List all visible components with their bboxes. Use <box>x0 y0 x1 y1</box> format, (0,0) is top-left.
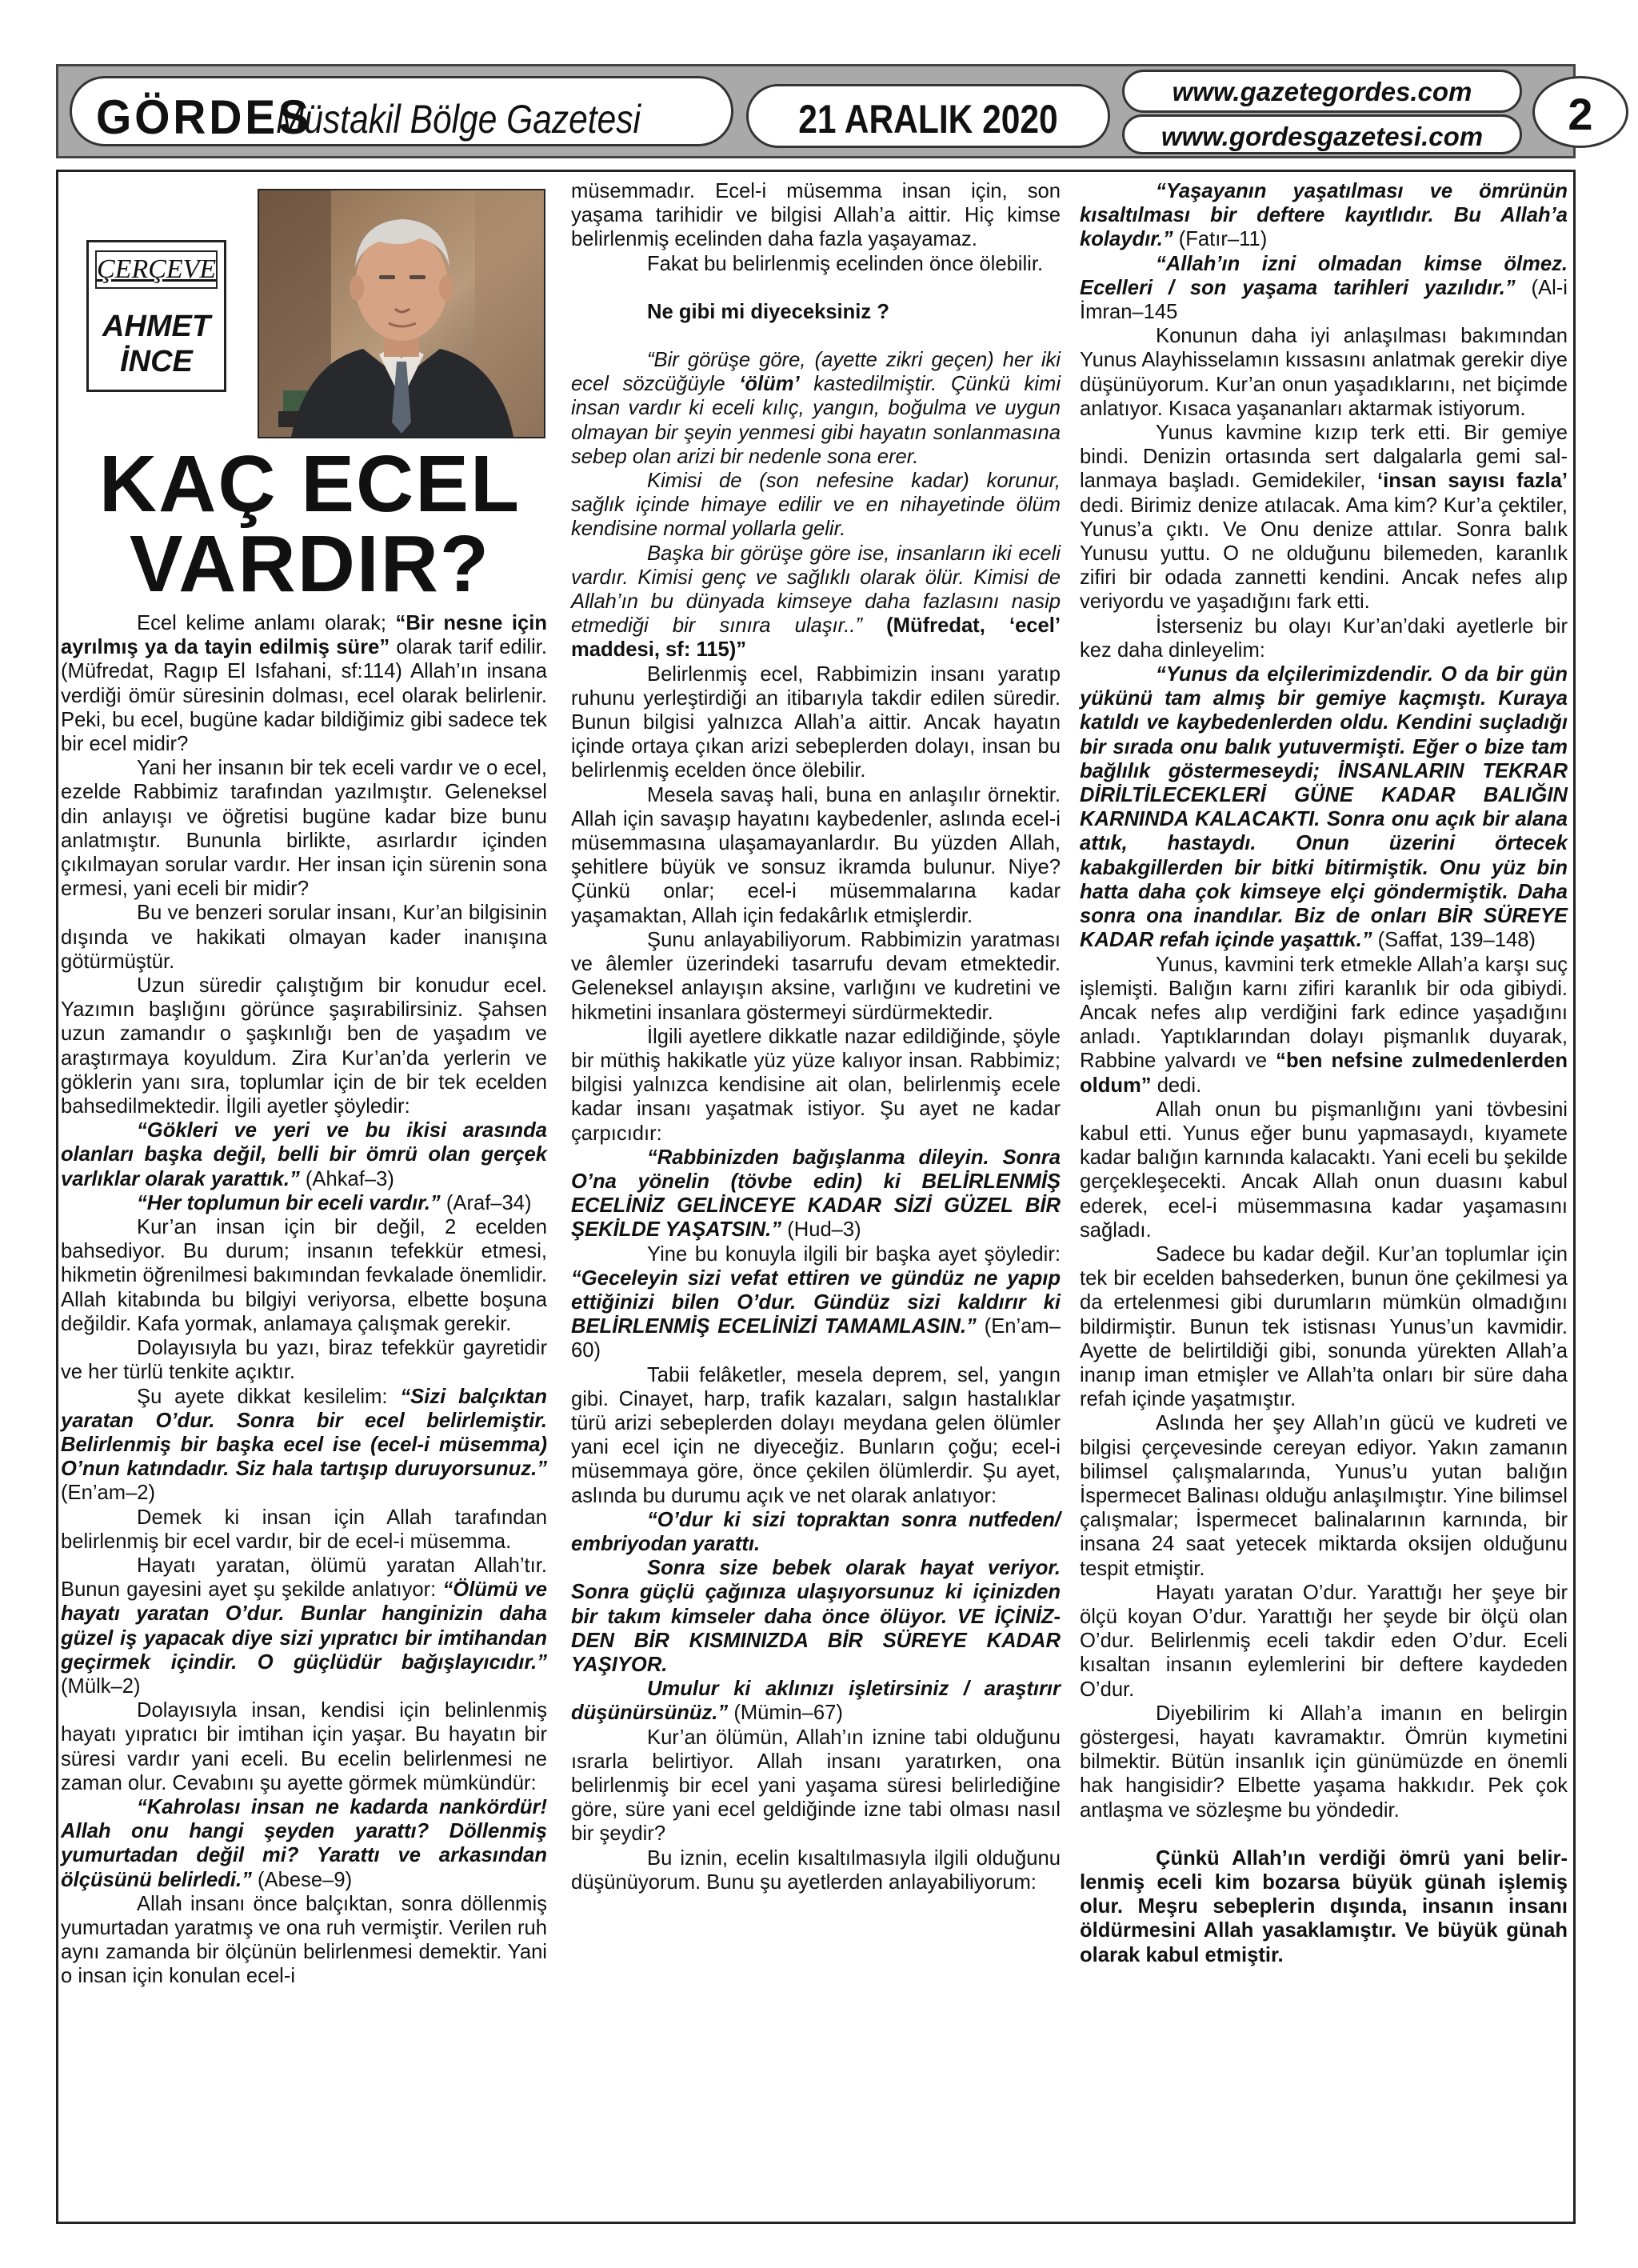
article-paragraph: Bu iznin, ecelin kısaltılmasıyla ilgili olduğunu düşünüyorum. Bunu şu ayetlerden anlayabiliyorum: <box>571 1846 1061 1894</box>
issue-date: 21 ARALIK 2020 <box>798 97 1058 142</box>
column-badge <box>86 240 226 392</box>
article-paragraph: “Yaşayanın yaşatılması ve ömrünün kısaltılması bir deftere kayıtlıdır. Bu Allah’a kolaydır.” (Fatır–11) <box>1080 180 1568 251</box>
article-paragraph: Başka bir görüşe göre ise, insanların iki eceli vardır. Kimisi genç ve sağlıklı olarak ölür. Kimisi de Allah’ın bu dünyada kimseye daha fazlasını nasip etmediği bir sınıra ulaşır..” (Müfredat, ‘ecel’ maddesi, sf: 115)” <box>571 542 1061 662</box>
article-paragraph: Kimisi de (son nefesine kadar) korunur, sağlık içinde himaye edilir ve en nihayetinde ölüm kendisine normal yollarla gelir. <box>571 470 1061 541</box>
article-paragraph: Yunus kavmine kızıp terk etti. Bir gemiye bindi. Denizin ortasında sert dalgalarla gemi sallanmaya başladı. Gemidekiler, ‘insan sayısı fazla’ dedi. Birimiz denize atılacak. Ama kim? Kur’a çektiler, Yunus’a çıktı. Ve Onu denize attılar. Sonra balık Yunusu yuttu. O ne olduğunu bilemeden, karanlık zifiri bir odada zannetti kendini. Ancak nefes alıp veriyordu ve yaşadığını fark etti. <box>1080 422 1568 614</box>
newspaper-name: GÖRDES <box>96 90 312 144</box>
article-paragraph: Belirlenmiş ecel, Rabbimizin insanı yaratıp ruhunu yerleştirdiği an itibarıyla takdir edilen süredir. Bunun bilgisi yalnızca Allah’a aittir. Ancak hayatın içinde ortaya çıkan arizi sebeplerden dolayı, insan bu belirlenmiş ecelden önce ölebilir. <box>571 662 1061 782</box>
article-paragraph: Kur’an ölümün, Allah’ın iznine tabi olduğunu ısrarla belirtiyor. Allah insanı yaratırken, ona belirlenmiş bir ecel yani yaşama süresi belirlediğine göre, süre yani ecel geldiğinde izne tabi olması nasıl bir şeydir? <box>571 1726 1061 1846</box>
article-paragraph: Allah insanı önce balçıktan, sonra döllenmiş yumurtadan yaratmış ve ona ruh vermiştir. Verilen ruh aynı zamanda bir ölçünün belirlenmesi demektir. Yani o insan için konulan ecel-i <box>61 1892 547 1988</box>
website-url-primary[interactable]: www.gazetegordes.com <box>1172 77 1472 106</box>
article-paragraph: Tabii felâketler, mesela deprem, sel, yangın gibi. Cinayet, harp, trafik kazaları, salgın hastalıklar türü arizi sebeplerden dolayı meydana gelen ölümler yani ecel için ne diyeceğiz. Bunların çoğu; ecel-i müsemmaya göre, önce çekilen ölümlerdir. Şu ayet, aslında bu durumu açık ve net olarak anlatıyor: <box>571 1363 1061 1507</box>
article-paragraph: Diyebilirim ki Allah’a imanın en belirgin göstergesi, hayatı kavramaktır. Ömrün kıymetini bilmektir. Bütün insanlık için günümüzde en önemli hak hangisidir? Elbette yaşama hakkıdır. Pek çok antlaşma ve sözleşme bu yöndedir. <box>1080 1702 1568 1822</box>
url-pill-secondary <box>1122 114 1522 154</box>
article-paragraph: Konunun daha iyi anlaşılması bakımından Yunus Alayhisselamın kıssasını anlatmak gerekir diye düşünüyorum. Kur’an onun yaşadıklarını, net biçimde anlatıyor. Kısaca yaşananları aktarmak istiyorum. <box>1080 325 1568 420</box>
article-paragraph: Çünkü Allah’ın verdiği ömrü yani belirlenmiş eceli kim bozarsa büyük günah işlemiş olur. Meşru sebeplerin dışında, insanın insanı öldürmesini Allah yasaklamıştır. Ve büyük günah olarak kabul etmiştir. <box>1080 1846 1568 1966</box>
article-paragraph: İlgili ayetlere dikkatle nazar edildiğinde, şöyle bir müthiş hakikatle yüz yüze kalıyor insan. Rabbimiz; bilgisi yalnızca kendisine ait olan, belirlenmiş ecele kadar insanı yaşatmak istiyor. Şu ayet ne kadar çarpıcıdır: <box>571 1025 1061 1145</box>
article-paragraph: Aslında her şey Allah’ın gücü ve kudreti ve bilgisi çerçevesinde cereyan ediyor. Yakın zamanın bilimsel çalışmalarında, Yunus’u yutan balığın İspermecet Balinası olduğu anlaşılmıştır. Yine bilimsel çalışmalar; İspermecet balinalarının karnında, bir insana 24 saat yetecek miktarda oksijen olduğunu tespit etmiştir. <box>1080 1412 1568 1580</box>
article-paragraph: Yine bu konuyla ilgili bir başka ayet şöyledir: “Geceleyin sizi vefat ettiren ve gündüz ne yapıp ettiğinizi bilen O’dur. Gündüz sizi kaldırır ki BELİRLENMİŞ ECELİNİZİ TAMAMLASIN.” (En’am–60) <box>571 1242 1061 1362</box>
article-paragraph: Sadece bu kadar değil. Kur’an toplumlar için tek bir ecelden bahsederken, bunun öne çekilmesi ya da ertelenmesi gibi durumların mümkün olmadığını bildirmiştir. Bunun tek istisnası Yunus’un kavmidir. Ayette de belirtildiği gibi, sonunda yürekten Allah’a inanıp iman etmişler ve Allah’ta onları bir süre daha refah içinde yaşatmıştır. <box>1080 1242 1568 1411</box>
article-paragraph: Şu ayete dikkat kesilelim: “Sizi balçıktan yaratan O’dur. Sonra bir ecel belirlemiştir. Belirlenmiş bir başka ecel ise (ecel-i müsemma) O’nun katındadır. Siz hala tartışıp duruyorsunuz.” (En’am–2) <box>61 1385 547 1505</box>
article-paragraph: Sonra size bebek olarak hayat veriyor. Sonra güçlü çağınıza ulaşıyorsunuz ki içinizden bir takım kimseler daha önce ölüyor. VE İÇİNİZDEN BİR KISMINIZDA BİR SÜREYE KADAR YAŞIYOR. <box>571 1557 1061 1676</box>
author-portrait-illustration <box>259 190 544 437</box>
author-last-name: İNCE <box>120 345 193 378</box>
article-paragraph: “Bir görüşe göre, (ayette zikri geçen) her iki ecel sözcüğüyle ‘ölüm’ kastedilmiştir. Çünkü kimi insan vardır ki eceli kılıç, yangın, boğulma ve uygun olmayan bir şeyin yenmesi gibi hayatın sonlanmasına sebep olan arizi bir nedenle sona erer. <box>571 349 1061 468</box>
article-paragraph: “Allah’ın izni olmadan kimse ölmez. Ecelleri / son yaşama tarihleri yazılıdır.” (Al-i İmran–145 <box>1080 252 1568 324</box>
article-paragraph: “Gökleri ve yeri ve bu ikisi arasında olanları başka değil, belli bir ömrü olan gerçek varlıklar olarak yarattık.” (Ahkaf–3) <box>61 1119 547 1190</box>
article-paragraph: Umulur ki aklınızı işletirsiniz / araştırır düşünürsünüz.” (Mümin–67) <box>571 1678 1061 1725</box>
paragraph-gap <box>1080 1822 1568 1846</box>
column-name: ÇERÇEVE <box>95 250 218 289</box>
website-url-secondary[interactable]: www.gordesgazetesi.com <box>1161 122 1484 151</box>
article-column-2 <box>571 179 1061 1894</box>
article-column-3 <box>1080 179 1568 1967</box>
article-paragraph: Ne gibi mi diyeceksiniz ? <box>647 300 889 323</box>
newspaper-subtitle: Müstakil Bölge Gazetesi <box>276 97 641 142</box>
article-paragraph: Bu ve benzeri sorular insanı, Kur’an bilgisinin dışında ve hakikati olmayan kader inanışına götürmüştür. <box>61 902 547 973</box>
article-paragraph: Allah onun bu pişmanlığını yani tövbesini kabul etti. Yunus eğer bunu yapmasaydı, kıyamete kadar balığın karnında kalacaktı. Yani eceli bu şekilde gerçekleşecekti. Ancak Allah onun duasını kabul ederek, ecel-i müsemmasına kadar yaşamasını sağladı. <box>1080 1098 1568 1242</box>
paragraph-gap <box>571 276 1061 300</box>
brand-pill <box>70 76 733 146</box>
author-photo <box>258 189 545 438</box>
article-paragraph: “O’dur ki sizi topraktan sonra nutfeden/ embriyodan yarattı. <box>571 1508 1061 1555</box>
headline <box>64 439 556 609</box>
paragraph-gap <box>571 324 1061 348</box>
article-paragraph: “Rabbinizden bağışlanma dileyin. Sonra O’na yönelin (tövbe edin) ki BELİRLENMİŞ ECELİNİZ GELİNCEYE KADAR SİZİ GÜZEL BİR ŞEKİLDE YAŞATSIN.” (Hud–3) <box>571 1146 1061 1242</box>
article-paragraph: Fakat bu belirlenmiş ecelinden önce ölebilir. <box>647 252 1044 275</box>
url-pill-primary <box>1122 70 1522 113</box>
article-paragraph: Dolayısıyla insan, kendisi için belinlenmiş hayatı yıpratıcı bir imtihan için yaşar. Bu hayatın bir süresi vardır yani eceli. Bu ecelin belirlenmesi ne zaman olur. Cevabını şu ayette görmek mümkündür: <box>61 1699 547 1794</box>
article-paragraph: Şunu anlayabiliyorum. Rabbimizin yaratması ve âlemler üzerindeki tasarrufu devam etmektedir. Geleneksel anlayışın aksine, varlığını ve kudretini ve hikmetini insanlara göstermeyi sürdürmektedir. <box>571 928 1061 1024</box>
headline-line-1: KAÇ ECEL <box>98 439 521 529</box>
date-pill <box>746 84 1110 148</box>
article-paragraph: Yunus, kavmini terk etmekle Allah’a karşı suç işlemişti. Balığın karnı zifiri karanlık bir oda gibiydi. Ancak nefes alıp verdiğini fark edince yaşadığını anladı. Yaptıklarından dolayı pişmanlık duyarak, Rabbine yalvardı ve “ben nefsine zulmedenlerden oldum” dedi. <box>1080 953 1568 1097</box>
page-number: 2 <box>1568 89 1593 139</box>
masthead <box>56 64 1593 158</box>
article-paragraph: “Her toplumun bir eceli vardır.” (Araf–34) <box>137 1191 532 1214</box>
author-first-name: AHMET <box>102 310 211 343</box>
article-paragraph: “Kahrolası insan ne kadarda nankördür! Allah onu hangi şeyden yarattı? Döllenmiş yumurtadan değil mi? Yarattı ve arkasından ölçüsünü belirledi.” (Abese–9) <box>61 1795 547 1891</box>
article-paragraph: Dolayısıyla bu yazı, biraz tefekkür gayretidir ve her türlü tenkite açıktır. <box>61 1337 547 1384</box>
article-paragraph: “Yunus da elçilerimizdendir. O da bir gün yükünü tam almış bir gemiye kaçmıştı. Kuraya katıldı ve kaybedenlerden oldu. Kendini suçladığı bir sırada onu balık yutuvermişti. Eğer o bize tam bağlılık göstermeseydi; İNSANLARIN TEKRAR DİRİLTİLECEKLERİ GÜNE KADAR BALIĞIN KARNINDA KALACAKTI. Sonra onu açık bir alana attık, hastaydı. Onun üzerini örtecek kabakgillerden bir bitki bitirmiştik. Onu yüz bin hatta daha çok kimseye elçi göndermiştik. Daha sonra ona inandılar. Biz de onları BİR SÜREYE KADAR refah içinde yaşattık.” (Saffat, 139–148) <box>1080 663 1568 952</box>
article-paragraph: Mesela savaş hali, buna en anlaşılır örnektir. Allah için savaşıp hayatını kaybedenler, aslında ecel-i müsemmasına ulaşamayanlardır. Bu yüzden Allah, şehitlere büyük ve sonsuz ikramda bulunur. Niye? Çünkü onlar; ecel-i müsemmalarına kadar yaşamaktan, Allah için fedakârlık etmişlerdir. <box>571 783 1061 927</box>
article-paragraph: Demek ki insan için Allah tarafından belirlenmiş bir ecel vardır, bir de ecel-i müsemma. <box>61 1506 547 1553</box>
article-paragraph: Uzun süredir çalıştığım bir konudur ecel. Yazımın başlığını görünce şaşırabilirsiniz. Şahsen uzun zamandır o şaşkınlığı ben de yaşadım ve araştırmaya koyuldum. Zira Kur’an’da yerlerin ve göklerin yanı sıra, toplumlar için de bir tek ecelden bahsedilmektedir. İlgili ayetler şöyledir: <box>61 974 547 1118</box>
headline-line-2: VARDIR? <box>129 519 490 609</box>
article-paragraph: İsterseniz bu olayı Kur’an’daki ayetlerle bir kez daha dinleyelim: <box>1080 614 1568 662</box>
article-paragraph: Hayatı yaratan, ölümü yaratan Allah’tır. Bunun gayesini ayet şu şekilde anlatıyor: “Ölümü ve hayatı yaratan O’dur. Bunlar hanginizin daha güzel iş yapacak diye sizi yıpratıcı bir imtihandan geçirmek içindir. O güçlüdür bağışlayıcıdır.” (Mülk–2) <box>61 1554 547 1698</box>
page-number-pill <box>1532 76 1628 148</box>
article-paragraph: Hayatı yaratan O’dur. Yarattığı her şeye bir ölçü koyan O’dur. Yarattığı her şeyde bir ölçü olan O’dur. Belirlenmiş eceli takdir eden O’dur. Eceli kısaltan insanın eylemlerini bir deftere kaydeden O’dur. <box>1080 1581 1568 1701</box>
article-paragraph: Yani her insanın bir tek eceli vardır ve o ecel, ezelde Rabbimiz tarafından yazılmıştır. Geleneksel din anlayışı ve öğretisi bugüne kadar bize bunu anlatmıştır. Bununla birlikte, asırlardır içinden çıkılmayan sorular vardır. Her insan için sürenin sona ermesi, yani eceli bir midir? <box>61 757 547 901</box>
article-paragraph: Ecel kelime anlamı olarak; “Bir nesne için ayrılmış ya da tayin edilmiş süre” olarak tarif edilir. (Müfredat, Ragıp El Isfahani, sf:114) Allah’ın insana verdiği ömür süresinin dolması, ecel olarak belirlenir. Peki, bu ecel, bugüne kadar bildiğimiz gibi sadece tek bir ecel midir? <box>61 612 547 756</box>
article-paragraph: müsemmadır. Ecel-i müsemma insan için, son yaşama tarihidir ve bilgisi Allah’a aittir. Hiç kimse belirlenmiş ecelinden daha fazla yaşayamaz. <box>571 180 1061 251</box>
article-paragraph: Kur’an insan için bir değil, 2 ecelden bahsediyor. Bu durum; insanın tefekkür etmesi, hikmetin öğrenilmesi bakımından fevkalade önemlidir. Allah kitabında bu bilgiyi veriyorsa, elbette boşuna değildir. Kafa yormak, anlamaya çalışmak gerekir. <box>61 1216 547 1335</box>
article-column-1 <box>61 611 547 1989</box>
